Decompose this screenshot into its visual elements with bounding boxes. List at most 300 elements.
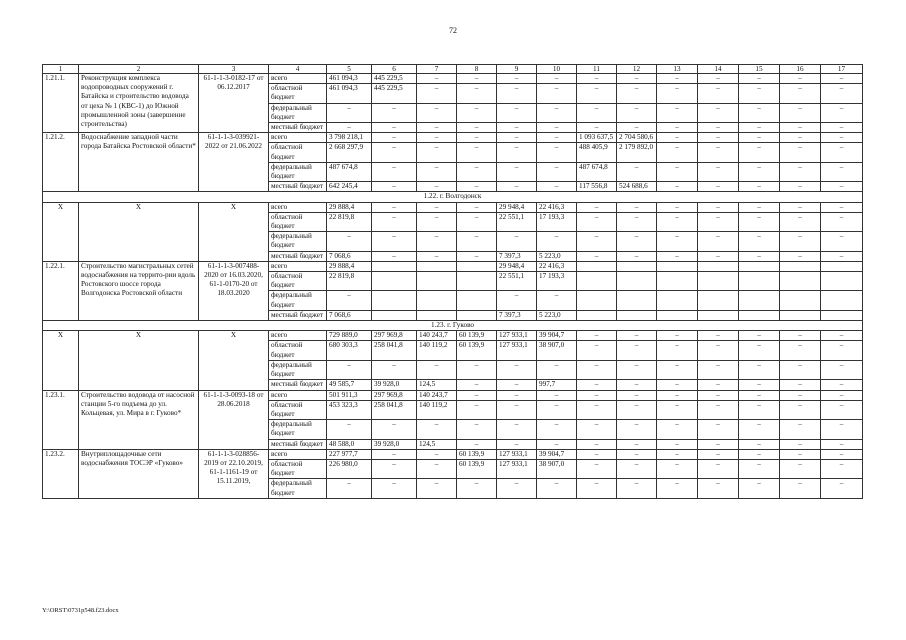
col-header: 11 xyxy=(577,65,617,74)
item-name: Реконструкция комплекса водопроводных сооружений г. Батайска и строительство водовода от цеха № 1 (КВС-1) до Южной промышленной зоны (завершение строительства) xyxy=(79,74,199,133)
amount-cell xyxy=(457,261,497,271)
amount-cell: – xyxy=(577,103,617,122)
amount-cell: – xyxy=(698,420,739,439)
amount-cell xyxy=(577,291,617,310)
amount-cell: – xyxy=(417,360,457,379)
funding-source: федеральный бюджет xyxy=(269,291,327,310)
amount-cell: – xyxy=(657,459,698,478)
amount-cell: 680 303,3 xyxy=(327,341,372,360)
amount-cell: – xyxy=(739,162,780,181)
amount-cell: 39 904,7 xyxy=(537,331,577,341)
amount-cell: – xyxy=(780,162,821,181)
col-header: 13 xyxy=(657,65,698,74)
amount-cell: – xyxy=(739,251,780,261)
amount-cell: 5 223,0 xyxy=(537,251,577,261)
amount-cell: – xyxy=(739,479,780,498)
amount-cell: – xyxy=(821,103,863,122)
amount-cell: – xyxy=(577,232,617,251)
col-header: 14 xyxy=(698,65,739,74)
amount-cell: – xyxy=(497,291,537,310)
amount-cell: 48 588,0 xyxy=(327,439,372,449)
amount-cell: – xyxy=(577,202,617,212)
item-document: X xyxy=(199,331,269,390)
amount-cell: – xyxy=(577,212,617,231)
amount-cell: 642 245,4 xyxy=(327,182,372,192)
amount-cell: – xyxy=(417,123,457,133)
amount-cell: – xyxy=(739,103,780,122)
amount-cell: – xyxy=(417,162,457,181)
funding-source: федеральный бюджет xyxy=(269,479,327,498)
amount-cell xyxy=(739,291,780,310)
amount-cell: 258 041,8 xyxy=(372,400,417,419)
col-header: 7 xyxy=(417,65,457,74)
amount-cell: – xyxy=(497,143,537,162)
amount-cell: – xyxy=(497,162,537,181)
amount-cell: – xyxy=(497,439,537,449)
amount-cell: – xyxy=(657,251,698,261)
amount-cell: – xyxy=(821,459,863,478)
amount-cell: – xyxy=(327,420,372,439)
amount-cell: – xyxy=(577,74,617,84)
amount-cell: – xyxy=(537,390,577,400)
amount-cell: – xyxy=(372,449,417,459)
amount-cell xyxy=(417,272,457,291)
amount-cell: – xyxy=(617,162,657,181)
amount-cell: – xyxy=(821,84,863,103)
amount-cell: – xyxy=(372,459,417,478)
amount-cell xyxy=(417,310,457,320)
amount-cell: – xyxy=(657,232,698,251)
amount-cell xyxy=(821,272,863,291)
amount-cell: 140 243,7 xyxy=(417,331,457,341)
amount-cell: – xyxy=(497,123,537,133)
amount-cell: – xyxy=(821,251,863,261)
item-number: 1.21.1. xyxy=(43,74,79,133)
amount-cell: – xyxy=(698,103,739,122)
amount-cell: – xyxy=(698,232,739,251)
amount-cell: – xyxy=(617,251,657,261)
amount-cell: – xyxy=(821,331,863,341)
amount-cell: – xyxy=(821,449,863,459)
amount-cell: – xyxy=(617,212,657,231)
amount-cell: – xyxy=(577,251,617,261)
amount-cell: – xyxy=(698,182,739,192)
funding-source: местный бюджет xyxy=(269,123,327,133)
col-header: 15 xyxy=(739,65,780,74)
amount-cell: 2 668 297,9 xyxy=(327,143,372,162)
amount-cell: 124,5 xyxy=(417,439,457,449)
amount-cell xyxy=(821,291,863,310)
funding-source: федеральный бюджет xyxy=(269,420,327,439)
amount-cell: – xyxy=(780,449,821,459)
amount-cell: – xyxy=(698,84,739,103)
amount-cell: – xyxy=(617,202,657,212)
amount-cell xyxy=(577,272,617,291)
funding-source: всего xyxy=(269,202,327,212)
item-document: 61-1-1-3-007488-2020 от 16.03.2020, 61-1-0170-20 от 18.03.2020 xyxy=(199,261,269,320)
amount-cell: – xyxy=(821,74,863,84)
amount-cell: 60 139,9 xyxy=(457,449,497,459)
amount-cell: – xyxy=(617,479,657,498)
amount-cell: – xyxy=(417,84,457,103)
col-header: 16 xyxy=(780,65,821,74)
amount-cell: – xyxy=(780,341,821,360)
amount-cell: – xyxy=(780,331,821,341)
amount-cell: 461 094,3 xyxy=(327,84,372,103)
amount-cell xyxy=(617,272,657,291)
amount-cell: – xyxy=(577,479,617,498)
amount-cell: – xyxy=(537,162,577,181)
funding-source: федеральный бюджет xyxy=(269,232,327,251)
amount-cell: – xyxy=(780,182,821,192)
item-document: 61-1-1-3-0182-17 от 06.12.2017 xyxy=(199,74,269,133)
funding-source: всего xyxy=(269,390,327,400)
amount-cell: – xyxy=(698,400,739,419)
amount-cell: – xyxy=(739,439,780,449)
amount-cell: – xyxy=(537,143,577,162)
amount-cell: 29 888,4 xyxy=(327,261,372,271)
funding-source: местный бюджет xyxy=(269,182,327,192)
amount-cell: 445 229,5 xyxy=(372,74,417,84)
funding-source: местный бюджет xyxy=(269,380,327,390)
amount-cell xyxy=(739,272,780,291)
amount-cell: – xyxy=(657,162,698,181)
item-number: 1.23.1. xyxy=(43,390,79,449)
amount-cell: – xyxy=(457,360,497,379)
section-heading-row xyxy=(43,192,863,202)
amount-cell: 39 928,0 xyxy=(372,439,417,449)
item-name: Водоснабжение западной части города Батайска Ростовской области* xyxy=(79,133,199,192)
amount-cell: – xyxy=(698,459,739,478)
table-row xyxy=(43,202,863,212)
amount-cell: – xyxy=(739,202,780,212)
amount-cell: – xyxy=(657,420,698,439)
amount-cell: – xyxy=(372,479,417,498)
amount-cell: – xyxy=(821,400,863,419)
footer-file-path: Y:\ORST\0731p548.f23.docx xyxy=(42,607,119,614)
amount-cell: 22 819,8 xyxy=(327,272,372,291)
amount-cell: – xyxy=(657,400,698,419)
amount-cell: – xyxy=(657,133,698,143)
amount-cell: – xyxy=(617,459,657,478)
funding-source: областной бюджет xyxy=(269,272,327,291)
amount-cell: – xyxy=(780,420,821,439)
amount-cell: – xyxy=(537,182,577,192)
amount-cell: 2 704 580,6 xyxy=(617,133,657,143)
amount-cell: – xyxy=(821,212,863,231)
amount-cell xyxy=(698,291,739,310)
amount-cell: – xyxy=(372,360,417,379)
amount-cell: – xyxy=(739,420,780,439)
amount-cell: – xyxy=(657,390,698,400)
amount-cell: – xyxy=(417,449,457,459)
amount-cell: – xyxy=(780,232,821,251)
page-number: 72 xyxy=(449,26,457,35)
amount-cell: – xyxy=(657,182,698,192)
amount-cell: 22 551,1 xyxy=(497,272,537,291)
amount-cell: – xyxy=(617,420,657,439)
amount-cell: 7 397,3 xyxy=(497,310,537,320)
amount-cell: 22 551,1 xyxy=(497,212,537,231)
amount-cell: – xyxy=(617,439,657,449)
amount-cell: – xyxy=(617,232,657,251)
amount-cell: 997,7 xyxy=(537,380,577,390)
amount-cell: – xyxy=(417,202,457,212)
amount-cell: 60 139,9 xyxy=(457,341,497,360)
amount-cell: – xyxy=(780,143,821,162)
amount-cell: – xyxy=(457,162,497,181)
amount-cell: – xyxy=(739,360,780,379)
amount-cell: 501 911,3 xyxy=(327,390,372,400)
amount-cell: – xyxy=(739,331,780,341)
amount-cell: 227 977,7 xyxy=(327,449,372,459)
amount-cell: – xyxy=(698,380,739,390)
amount-cell: – xyxy=(457,420,497,439)
amount-cell: – xyxy=(739,133,780,143)
amount-cell: – xyxy=(417,74,457,84)
amount-cell: 461 094,3 xyxy=(327,74,372,84)
amount-cell: – xyxy=(372,202,417,212)
amount-cell: – xyxy=(457,103,497,122)
amount-cell: – xyxy=(327,123,372,133)
amount-cell: 445 229,5 xyxy=(372,84,417,103)
amount-cell: – xyxy=(457,123,497,133)
amount-cell: 258 041,8 xyxy=(372,341,417,360)
amount-cell xyxy=(457,272,497,291)
amount-cell: – xyxy=(617,360,657,379)
amount-cell: – xyxy=(821,380,863,390)
amount-cell: – xyxy=(457,232,497,251)
amount-cell: – xyxy=(537,103,577,122)
amount-cell: – xyxy=(698,479,739,498)
amount-cell: – xyxy=(497,133,537,143)
amount-cell: 2 179 892,0 xyxy=(617,143,657,162)
amount-cell: – xyxy=(657,341,698,360)
amount-cell: – xyxy=(457,390,497,400)
amount-cell: – xyxy=(821,341,863,360)
table-row xyxy=(43,390,863,400)
amount-cell: – xyxy=(780,390,821,400)
amount-cell: – xyxy=(739,182,780,192)
amount-cell xyxy=(739,261,780,271)
amount-cell: – xyxy=(327,479,372,498)
amount-cell: – xyxy=(417,251,457,261)
amount-cell: – xyxy=(457,380,497,390)
amount-cell: – xyxy=(780,479,821,498)
amount-cell xyxy=(780,272,821,291)
amount-cell: – xyxy=(327,291,372,310)
amount-cell: – xyxy=(821,390,863,400)
amount-cell: 297 969,8 xyxy=(372,390,417,400)
amount-cell xyxy=(698,272,739,291)
amount-cell: 127 933,1 xyxy=(497,331,537,341)
amount-cell: – xyxy=(657,143,698,162)
amount-cell: – xyxy=(497,400,537,419)
amount-cell: 22 416,3 xyxy=(537,261,577,271)
amount-cell: 7 068,6 xyxy=(327,310,372,320)
amount-cell: – xyxy=(780,133,821,143)
amount-cell: – xyxy=(821,182,863,192)
amount-cell: – xyxy=(698,162,739,181)
funding-source: областной бюджет xyxy=(269,143,327,162)
amount-cell: 49 585,7 xyxy=(327,380,372,390)
amount-cell: 127 933,1 xyxy=(497,449,537,459)
amount-cell: – xyxy=(457,143,497,162)
amount-cell: – xyxy=(657,479,698,498)
amount-cell: – xyxy=(577,341,617,360)
amount-cell: – xyxy=(698,439,739,449)
amount-cell: – xyxy=(739,341,780,360)
funding-source: всего xyxy=(269,74,327,84)
amount-cell: – xyxy=(497,390,537,400)
amount-cell: 7 397,3 xyxy=(497,251,537,261)
amount-cell: – xyxy=(457,212,497,231)
amount-cell: – xyxy=(457,479,497,498)
amount-cell: – xyxy=(739,232,780,251)
amount-cell: – xyxy=(657,449,698,459)
amount-cell xyxy=(577,261,617,271)
amount-cell xyxy=(617,310,657,320)
amount-cell: – xyxy=(372,133,417,143)
amount-cell: – xyxy=(617,123,657,133)
amount-cell xyxy=(821,310,863,320)
amount-cell: 7 068,6 xyxy=(327,251,372,261)
amount-cell: – xyxy=(698,143,739,162)
amount-cell: – xyxy=(497,360,537,379)
amount-cell: 127 933,1 xyxy=(497,459,537,478)
amount-cell: – xyxy=(457,251,497,261)
amount-cell: – xyxy=(780,103,821,122)
amount-cell: 124,5 xyxy=(417,380,457,390)
amount-cell: – xyxy=(739,400,780,419)
amount-cell: 60 139,9 xyxy=(457,331,497,341)
amount-cell: 29 948,4 xyxy=(497,202,537,212)
amount-cell: – xyxy=(577,400,617,419)
amount-cell: – xyxy=(698,360,739,379)
item-document: 61-1-1-3-028856-2019 от 22.10.2019, 61-1-1161-19 от 15.11.2019, xyxy=(199,449,269,498)
amount-cell xyxy=(372,272,417,291)
amount-cell: – xyxy=(617,331,657,341)
col-header: 4 xyxy=(269,65,327,74)
amount-cell: – xyxy=(577,439,617,449)
table-row xyxy=(43,74,863,84)
funding-source: федеральный бюджет xyxy=(269,360,327,379)
item-name: Строительство водовода от насосной станции 5-го подъема до ул. Кольцевая, ул. Мира в г. Гуково* xyxy=(79,390,199,449)
amount-cell: – xyxy=(617,84,657,103)
amount-cell: – xyxy=(698,74,739,84)
col-header: 10 xyxy=(537,65,577,74)
amount-cell: – xyxy=(497,420,537,439)
amount-cell: – xyxy=(417,103,457,122)
amount-cell: – xyxy=(577,420,617,439)
amount-cell xyxy=(780,310,821,320)
column-number-row xyxy=(43,65,863,74)
amount-cell: – xyxy=(698,341,739,360)
funding-source: местный бюджет xyxy=(269,251,327,261)
amount-cell: – xyxy=(537,133,577,143)
amount-cell: – xyxy=(821,202,863,212)
amount-cell: – xyxy=(417,182,457,192)
table-row xyxy=(43,133,863,143)
amount-cell: 29 948,4 xyxy=(497,261,537,271)
amount-cell: – xyxy=(497,232,537,251)
amount-cell xyxy=(372,310,417,320)
amount-cell xyxy=(698,261,739,271)
item-name: Внутриплощадочные сети водоснабжения ТОСЭР «Гуково» xyxy=(79,449,199,498)
amount-cell: – xyxy=(327,232,372,251)
table-row xyxy=(43,331,863,341)
amount-cell: – xyxy=(739,390,780,400)
amount-cell: – xyxy=(372,232,417,251)
amount-cell: – xyxy=(577,449,617,459)
amount-cell: – xyxy=(739,212,780,231)
amount-cell: 487 674,8 xyxy=(327,162,372,181)
amount-cell: – xyxy=(537,291,577,310)
amount-cell: – xyxy=(657,360,698,379)
amount-cell xyxy=(780,261,821,271)
amount-cell: – xyxy=(698,331,739,341)
amount-cell: – xyxy=(739,459,780,478)
amount-cell: – xyxy=(780,202,821,212)
amount-cell: – xyxy=(698,123,739,133)
funding-source: местный бюджет xyxy=(269,439,327,449)
amount-cell: 39 928,0 xyxy=(372,380,417,390)
amount-cell: – xyxy=(739,143,780,162)
amount-cell: – xyxy=(577,380,617,390)
item-document: X xyxy=(199,202,269,261)
amount-cell: – xyxy=(497,182,537,192)
amount-cell: – xyxy=(698,390,739,400)
col-header: 6 xyxy=(372,65,417,74)
amount-cell: – xyxy=(537,420,577,439)
amount-cell: – xyxy=(417,420,457,439)
amount-cell: 29 888,4 xyxy=(327,202,372,212)
amount-cell: – xyxy=(780,439,821,449)
amount-cell: – xyxy=(739,74,780,84)
amount-cell xyxy=(617,261,657,271)
amount-cell: – xyxy=(739,123,780,133)
funding-source: областной бюджет xyxy=(269,400,327,419)
amount-cell: 5 223,0 xyxy=(537,310,577,320)
amount-cell: – xyxy=(497,479,537,498)
amount-cell: – xyxy=(457,202,497,212)
funding-source: областной бюджет xyxy=(269,341,327,360)
funding-source: местный бюджет xyxy=(269,310,327,320)
amount-cell: 226 980,0 xyxy=(327,459,372,478)
amount-cell: – xyxy=(657,84,698,103)
amount-cell: – xyxy=(537,479,577,498)
amount-cell: 1 093 637,5 xyxy=(577,133,617,143)
amount-cell: – xyxy=(617,390,657,400)
amount-cell: – xyxy=(327,103,372,122)
amount-cell: – xyxy=(577,390,617,400)
amount-cell: 22 416,3 xyxy=(537,202,577,212)
amount-cell xyxy=(577,310,617,320)
amount-cell: – xyxy=(372,123,417,133)
amount-cell: – xyxy=(821,439,863,449)
amount-cell: 38 907,0 xyxy=(537,341,577,360)
item-name: Строительство магистральных сетей водоснабжения на террито-рии вдоль Ростовского шоссе города Волгодонска Ростовской области xyxy=(79,261,199,320)
amount-cell xyxy=(821,261,863,271)
col-header: 12 xyxy=(617,65,657,74)
amount-cell: – xyxy=(617,449,657,459)
amount-cell: 3 798 218,1 xyxy=(327,133,372,143)
amount-cell: 140 243,7 xyxy=(417,390,457,400)
amount-cell: 127 933,1 xyxy=(497,341,537,360)
amount-cell: – xyxy=(739,84,780,103)
funding-source: областной бюджет xyxy=(269,212,327,231)
amount-cell: – xyxy=(372,420,417,439)
